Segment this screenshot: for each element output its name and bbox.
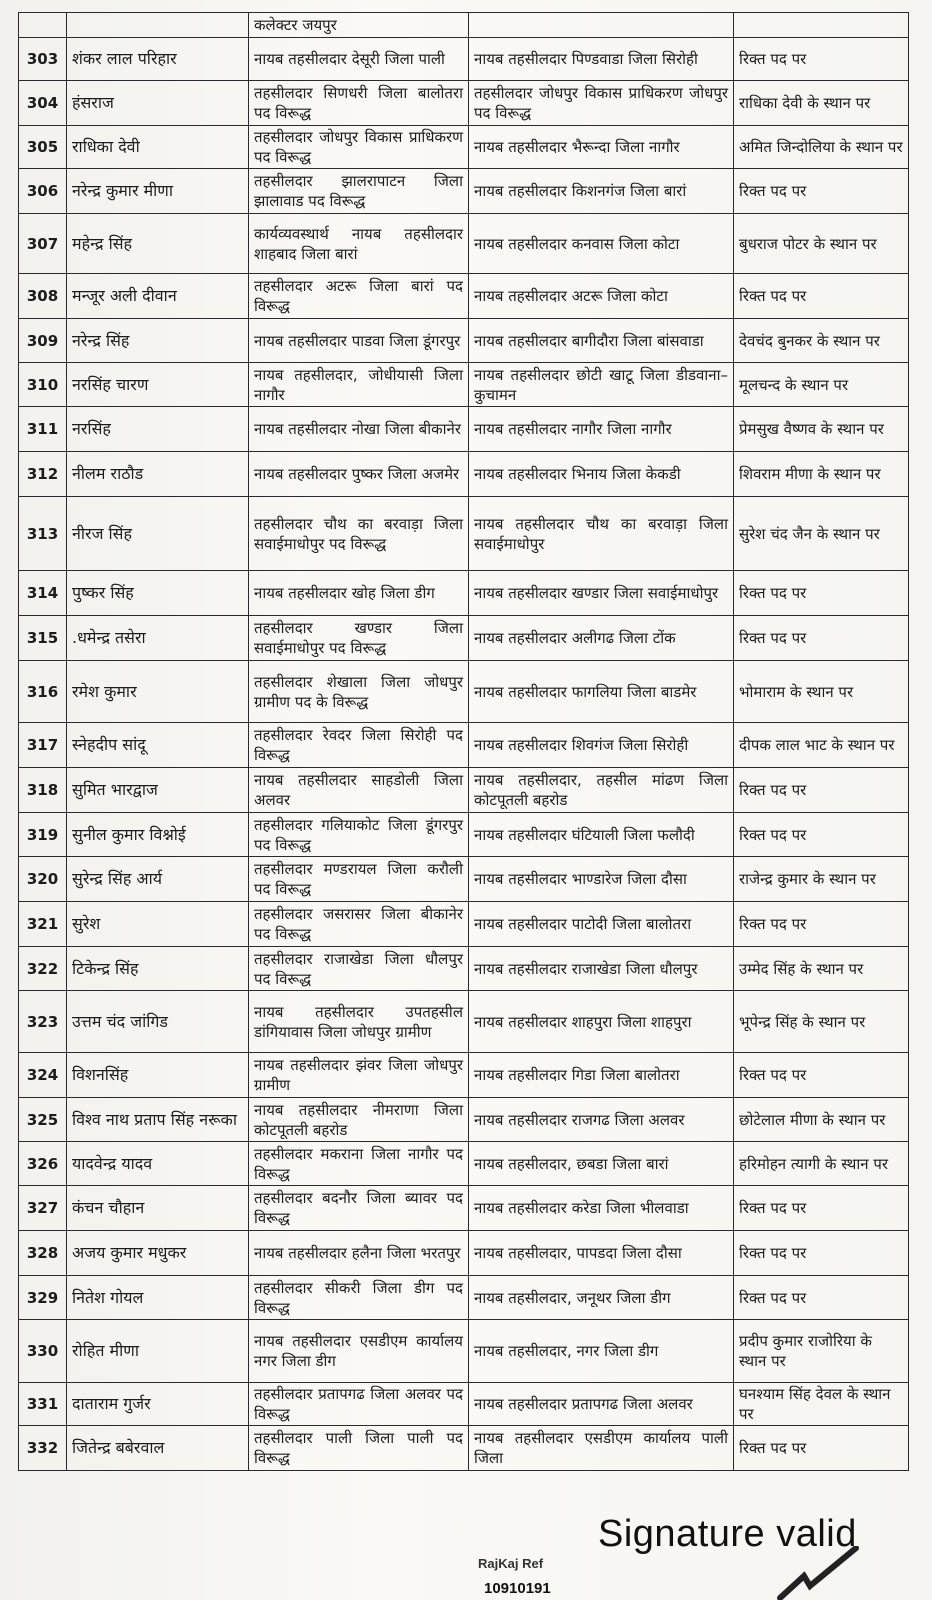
table-row [19, 214, 909, 274]
current-posting-cell: नायब तहसीलदार एसडीएम कार्यालय नगर जिला डीग [249, 1320, 469, 1383]
current-posting-cell: तहसीलदार झालरापाटन जिला झालावाड पद विरूद्ध [249, 169, 469, 214]
remark-cell: रिक्त पद पर [734, 813, 909, 857]
table-row [19, 1231, 909, 1276]
name-cell: नितेश गोयल [67, 1276, 249, 1320]
new-posting-cell: नायब तहसीलदार अटरू जिला कोटा [469, 274, 734, 319]
current-posting-cell: कार्यव्यवस्थार्थ नायब तहसीलदार शाहबाद जिला बारां [249, 214, 469, 274]
serial-cell: 310 [19, 363, 67, 407]
current-posting-cell: नायब तहसीलदार झंवर जिला जोधपुर ग्रामीण [249, 1053, 469, 1098]
name-cell: शंकर लाल परिहार [67, 38, 249, 81]
new-posting-cell: नायब तहसीलदार भाण्डारेज जिला दौसा [469, 857, 734, 902]
current-posting-cell: तहसीलदार गलियाकोट जिला डूंगरपुर पद विरूद्ध [249, 813, 469, 857]
name-cell: राधिका देवी [67, 126, 249, 169]
serial-cell: 320 [19, 857, 67, 902]
serial-cell: 327 [19, 1186, 67, 1231]
current-posting-cell: तहसीलदार राजाखेडा जिला धौलपुर पद विरूद्ध [249, 947, 469, 991]
new-posting-cell: नायब तहसीलदार चौथ का बरवाड़ा जिला सवाईमाधोपुर [469, 497, 734, 571]
table-row [19, 1142, 909, 1186]
serial-cell: 332 [19, 1426, 67, 1471]
name-cell: हंसराज [67, 81, 249, 126]
remark-cell: रिक्त पद पर [734, 38, 909, 81]
new-posting-cell: नायब तहसीलदार गिडा जिला बालोतरा [469, 1053, 734, 1098]
name-cell: जितेन्द्र बबेरवाल [67, 1426, 249, 1471]
new-posting-cell: नायब तहसीलदार अलीगढ जिला टोंक [469, 616, 734, 661]
table-row [19, 1426, 909, 1471]
serial-cell: 319 [19, 813, 67, 857]
name-cell: रोहित मीणा [67, 1320, 249, 1383]
remark-cell: उम्मेद सिंह के स्थान पर [734, 947, 909, 991]
remark-cell: रिक्त पद पर [734, 1276, 909, 1320]
table-row [19, 661, 909, 723]
name-cell: दाताराम गुर्जर [67, 1383, 249, 1426]
new-posting-cell: नायब तहसीलदार शिवगंज जिला सिरोही [469, 723, 734, 768]
remark-cell: राधिका देवी के स्थान पर [734, 81, 909, 126]
table-body [19, 13, 909, 1471]
name-cell: विश्व नाथ प्रताप सिंह नरूका [67, 1098, 249, 1142]
serial-cell: 321 [19, 902, 67, 947]
new-posting-cell: नायब तहसीलदार राजाखेडा जिला धौलपुर [469, 947, 734, 991]
remark-cell: मूलचन्द के स्थान पर [734, 363, 909, 407]
table-row [19, 497, 909, 571]
transfer-list-table [18, 12, 909, 1471]
table-row [19, 452, 909, 497]
remark-cell: रिक्त पद पर [734, 902, 909, 947]
remark-cell: रिक्त पद पर [734, 1053, 909, 1098]
serial-cell: 312 [19, 452, 67, 497]
table-row [19, 902, 909, 947]
table-row [19, 616, 909, 661]
current-posting-cell: तहसीलदार शेखाला जिला जोधपुर ग्रामीण पद के विरूद्ध [249, 661, 469, 723]
new-posting-cell: नायब तहसीलदार प्रतापगढ जिला अलवर [469, 1383, 734, 1426]
name-cell: रमेश कुमार [67, 661, 249, 723]
serial-cell: 308 [19, 274, 67, 319]
serial-cell: 306 [19, 169, 67, 214]
table-row [19, 947, 909, 991]
new-posting-cell: नायब तहसीलदार फागलिया जिला बाडमेर [469, 661, 734, 723]
remark-cell: प्रदीप कुमार राजोरिया के स्थान पर [734, 1320, 909, 1383]
table-row [19, 407, 909, 452]
serial-cell: 318 [19, 768, 67, 813]
remark-cell: रिक्त पद पर [734, 768, 909, 813]
serial-cell: 316 [19, 661, 67, 723]
current-posting-cell: तहसीलदार मण्डरायल जिला करौली पद विरूद्ध [249, 857, 469, 902]
serial-cell: 309 [19, 319, 67, 363]
serial-cell: 314 [19, 571, 67, 616]
table-row [19, 126, 909, 169]
table-row [19, 991, 909, 1053]
table-row [19, 81, 909, 126]
current-posting-cell: तहसीलदार पाली जिला पाली पद विरूद्ध [249, 1426, 469, 1471]
name-cell: सुरेन्द्र सिंह आर्य [67, 857, 249, 902]
name-cell: स्नेहदीप सांदू [67, 723, 249, 768]
name-cell: नरेन्द्र सिंह [67, 319, 249, 363]
table-row [19, 813, 909, 857]
remark-cell: रिक्त पद पर [734, 1426, 909, 1471]
table-row [19, 1053, 909, 1098]
signature-check-icon [770, 1546, 860, 1600]
new-posting-cell: नायब तहसीलदार किशनगंज जिला बारां [469, 169, 734, 214]
new-posting-cell: नायब तहसीलदार भिनाय जिला केकडी [469, 452, 734, 497]
name-cell: कंचन चौहान [67, 1186, 249, 1231]
new-posting-cell [469, 13, 734, 38]
serial-cell: 328 [19, 1231, 67, 1276]
table-row [19, 723, 909, 768]
serial-cell: 330 [19, 1320, 67, 1383]
serial-cell: 326 [19, 1142, 67, 1186]
new-posting-cell: नायब तहसीलदार, पापडदा जिला दौसा [469, 1231, 734, 1276]
serial-cell: 322 [19, 947, 67, 991]
reference-number: 10910191 [484, 1580, 551, 1597]
current-posting-cell: तहसीलदार अटरू जिला बारां पद विरूद्ध [249, 274, 469, 319]
table-row [19, 1098, 909, 1142]
current-posting-cell: नायब तहसीलदार, जोधीयासी जिला नागौर [249, 363, 469, 407]
new-posting-cell: नायब तहसीलदार कनवास जिला कोटा [469, 214, 734, 274]
name-cell: उत्तम चंद जांगिड [67, 991, 249, 1053]
current-posting-cell: तहसीलदार चौथ का बरवाड़ा जिला सवाईमाधोपुर पद विरूद्ध [249, 497, 469, 571]
table-row [19, 1276, 909, 1320]
current-posting-cell: नायब तहसीलदार हलैना जिला भरतपुर [249, 1231, 469, 1276]
name-cell: नरसिंह चारण [67, 363, 249, 407]
name-cell: टिकेन्द्र सिंह [67, 947, 249, 991]
new-posting-cell: नायब तहसीलदार भैरून्दा जिला नागौर [469, 126, 734, 169]
table-row [19, 1383, 909, 1426]
remark-cell: बुधराज पोटर के स्थान पर [734, 214, 909, 274]
current-posting-cell: नायब तहसीलदार देसूरी जिला पाली [249, 38, 469, 81]
name-cell: सुनील कुमार विश्नोई [67, 813, 249, 857]
table-row [19, 1320, 909, 1383]
current-posting-cell: तहसीलदार सिणधरी जिला बालोतरा पद विरूद्ध [249, 81, 469, 126]
signature-valid-stamp: Signature valid [598, 1513, 857, 1555]
remark-cell: सुरेश चंद जैन के स्थान पर [734, 497, 909, 571]
name-cell: अजय कुमार मधुकर [67, 1231, 249, 1276]
new-posting-cell: नायब तहसीलदार छोटी खाटू जिला डीडवाना–कुचामन [469, 363, 734, 407]
remark-cell: दीपक लाल भाट के स्थान पर [734, 723, 909, 768]
name-cell: नीलम राठौड [67, 452, 249, 497]
serial-cell: 311 [19, 407, 67, 452]
remark-cell: छोटेलाल मीणा के स्थान पर [734, 1098, 909, 1142]
remark-cell: रिक्त पद पर [734, 571, 909, 616]
name-cell: महेन्द्र सिंह [67, 214, 249, 274]
new-posting-cell: तहसीलदार जोधपुर विकास प्राधिकरण जोधपुर पद विरूद्ध [469, 81, 734, 126]
remark-cell: रिक्त पद पर [734, 616, 909, 661]
new-posting-cell: नायब तहसीलदार, जनूथर जिला डीग [469, 1276, 734, 1320]
table-row [19, 768, 909, 813]
name-cell: नीरज सिंह [67, 497, 249, 571]
table-row-continued [19, 13, 909, 38]
new-posting-cell: नायब तहसीलदार करेडा जिला भीलवाडा [469, 1186, 734, 1231]
table-row [19, 1186, 909, 1231]
serial-cell: 304 [19, 81, 67, 126]
current-posting-cell: तहसीलदार रेवदर जिला सिरोही पद विरूद्ध [249, 723, 469, 768]
table-row [19, 363, 909, 407]
current-posting-cell: नायब तहसीलदार नीमराणा जिला कोटपूतली बहरोड [249, 1098, 469, 1142]
remark-cell [734, 13, 909, 38]
new-posting-cell: नायब तहसीलदार घंटियाली जिला फलौदी [469, 813, 734, 857]
current-posting-cell: तहसीलदार जसरासर जिला बीकानेर पद विरूद्ध [249, 902, 469, 947]
current-posting-cell: नायब तहसीलदार उपतहसील डांगियावास जिला जोधपुर ग्रामीण [249, 991, 469, 1053]
name-cell: पुष्कर सिंह [67, 571, 249, 616]
remark-cell: रिक्त पद पर [734, 274, 909, 319]
current-posting-cell: तहसीलदार जोधपुर विकास प्राधिकरण पद विरूद्ध [249, 126, 469, 169]
current-posting-cell: तहसीलदार मकराना जिला नागौर पद विरूद्ध [249, 1142, 469, 1186]
table-row [19, 274, 909, 319]
table-row [19, 857, 909, 902]
table-row [19, 38, 909, 81]
table-row [19, 571, 909, 616]
serial-cell: 305 [19, 126, 67, 169]
name-cell: नरेन्द्र कुमार मीणा [67, 169, 249, 214]
new-posting-cell: नायब तहसीलदार राजगढ जिला अलवर [469, 1098, 734, 1142]
remark-cell: रिक्त पद पर [734, 1231, 909, 1276]
remark-cell: रिक्त पद पर [734, 169, 909, 214]
name-cell: यादवेन्द्र यादव [67, 1142, 249, 1186]
current-posting-cell: नायब तहसीलदार नोखा जिला बीकानेर [249, 407, 469, 452]
serial-cell: 307 [19, 214, 67, 274]
serial-cell [19, 13, 67, 38]
current-posting-cell: कलेक्टर जयपुर [249, 13, 469, 38]
new-posting-cell: नायब तहसीलदार, नगर जिला डीग [469, 1320, 734, 1383]
serial-cell: 331 [19, 1383, 67, 1426]
current-posting-cell: नायब तहसीलदार पुष्कर जिला अजमेर [249, 452, 469, 497]
current-posting-cell: तहसीलदार सीकरी जिला डीग पद विरूद्ध [249, 1276, 469, 1320]
current-posting-cell: नायब तहसीलदार पाडवा जिला डूंगरपुर [249, 319, 469, 363]
remark-cell: हरिमोहन त्यागी के स्थान पर [734, 1142, 909, 1186]
table-row [19, 169, 909, 214]
current-posting-cell: तहसीलदार बदनौर जिला ब्यावर पद विरूद्ध [249, 1186, 469, 1231]
serial-cell: 313 [19, 497, 67, 571]
remark-cell: राजेन्द्र कुमार के स्थान पर [734, 857, 909, 902]
current-posting-cell: नायब तहसीलदार साहडोली जिला अलवर [249, 768, 469, 813]
name-cell [67, 13, 249, 38]
name-cell: सुरेश [67, 902, 249, 947]
serial-cell: 325 [19, 1098, 67, 1142]
new-posting-cell: नायब तहसीलदार पिण्डवाडा जिला सिरोही [469, 38, 734, 81]
name-cell: .धमेन्द्र तसेरा [67, 616, 249, 661]
remark-cell: घनश्याम सिंह देवल के स्थान पर [734, 1383, 909, 1426]
new-posting-cell: नायब तहसीलदार, तहसील मांढण जिला कोटपूतली बहरोड [469, 768, 734, 813]
remark-cell: भूपेन्द्र सिंह के स्थान पर [734, 991, 909, 1053]
new-posting-cell: नायब तहसीलदार खण्डार जिला सवाईमाधोपुर [469, 571, 734, 616]
new-posting-cell: नायब तहसीलदार बागीदौरा जिला बांसवाडा [469, 319, 734, 363]
signer-label: RajKaj Ref [478, 1556, 544, 1571]
current-posting-cell: तहसीलदार खण्डार जिला सवाईमाधोपुर पद विरूद्ध [249, 616, 469, 661]
table-row [19, 319, 909, 363]
name-cell: विशनसिंह [67, 1053, 249, 1098]
remark-cell: प्रेमसुख वैष्णव के स्थान पर [734, 407, 909, 452]
new-posting-cell: नायब तहसीलदार, छबडा जिला बारां [469, 1142, 734, 1186]
remark-cell: शिवराम मीणा के स्थान पर [734, 452, 909, 497]
remark-cell: भोमाराम के स्थान पर [734, 661, 909, 723]
serial-cell: 323 [19, 991, 67, 1053]
serial-cell: 303 [19, 38, 67, 81]
name-cell: नरसिंह [67, 407, 249, 452]
new-posting-cell: नायब तहसीलदार शाहपुरा जिला शाहपुरा [469, 991, 734, 1053]
serial-cell: 317 [19, 723, 67, 768]
current-posting-cell: नायब तहसीलदार खोह जिला डीग [249, 571, 469, 616]
name-cell: सुमित भारद्वाज [67, 768, 249, 813]
serial-cell: 324 [19, 1053, 67, 1098]
remark-cell: रिक्त पद पर [734, 1186, 909, 1231]
current-posting-cell: तहसीलदार प्रतापगढ जिला अलवर पद विरूद्ध [249, 1383, 469, 1426]
serial-cell: 329 [19, 1276, 67, 1320]
name-cell: मन्जूर अली दीवान [67, 274, 249, 319]
remark-cell: अमित जिन्दोलिया के स्थान पर [734, 126, 909, 169]
new-posting-cell: नायब तहसीलदार पाटोदी जिला बालोतरा [469, 902, 734, 947]
remark-cell: देवचंद बुनकर के स्थान पर [734, 319, 909, 363]
new-posting-cell: नायब तहसीलदार नागौर जिला नागौर [469, 407, 734, 452]
serial-cell: 315 [19, 616, 67, 661]
new-posting-cell: नायब तहसीलदार एसडीएम कार्यालय पाली जिला [469, 1426, 734, 1471]
